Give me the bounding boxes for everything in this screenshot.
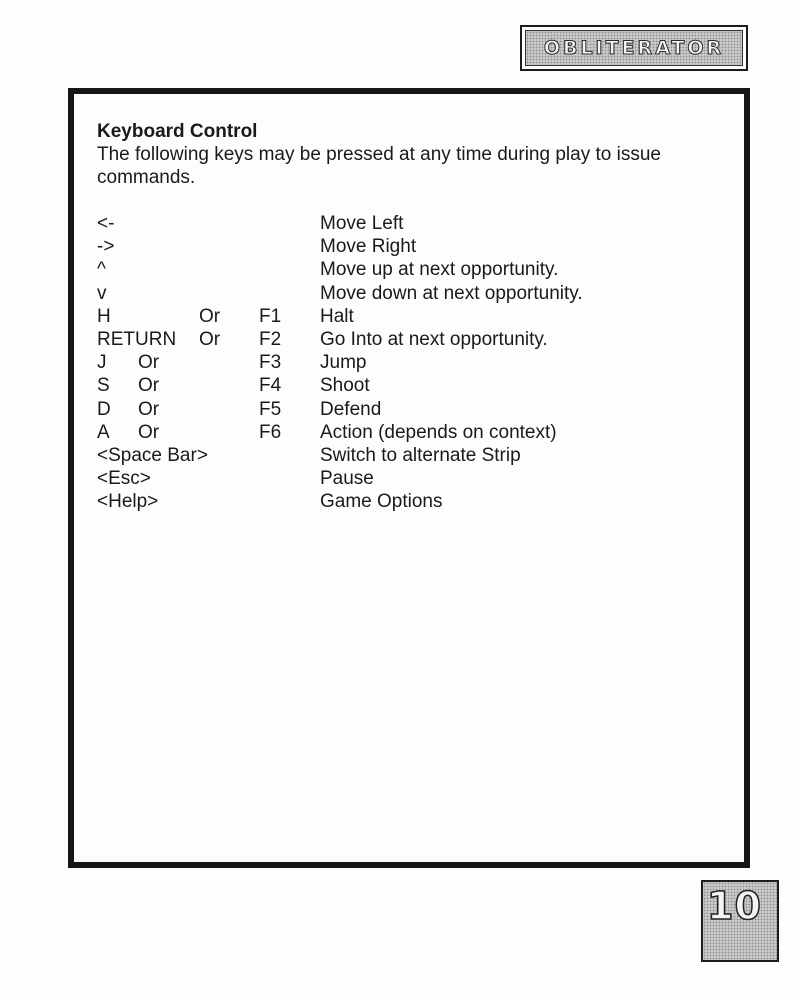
- key-action: Move down at next opportunity.: [320, 282, 583, 304]
- function-key: F2: [259, 328, 282, 350]
- function-key: F1: [259, 305, 282, 327]
- key-row: [97, 235, 724, 258]
- key-action: Move Left: [320, 213, 404, 234]
- key-row: [97, 282, 724, 305]
- function-key: F3: [259, 352, 282, 374]
- key-action: Defend: [320, 398, 382, 420]
- function-key: F4: [259, 375, 282, 397]
- key-name: H: [97, 305, 111, 327]
- section-intro: The following keys may be pressed at any time during play to issue commands.: [97, 144, 661, 188]
- key-row: [97, 374, 724, 397]
- game-title: OBLITERATOR: [543, 37, 725, 59]
- key-row: [97, 351, 724, 374]
- key-action: Action (depends on context): [320, 421, 557, 443]
- key-action: Pause: [320, 468, 374, 490]
- or-label: Or: [138, 352, 160, 374]
- key-row: [97, 421, 724, 444]
- key-row: [97, 305, 724, 328]
- or-label: Or: [199, 305, 221, 327]
- key-name: RETURN: [97, 328, 177, 350]
- key-row: [97, 444, 724, 467]
- key-action: Move up at next opportunity.: [320, 259, 559, 281]
- key-name: <Esc>: [97, 468, 151, 490]
- page-number-box: [701, 880, 779, 962]
- key-row: [97, 490, 724, 513]
- key-row: [97, 467, 724, 490]
- key-action: Halt: [320, 305, 354, 327]
- key-action: Switch to alternate Strip: [320, 444, 521, 466]
- key-name: J: [97, 352, 107, 374]
- function-key: F5: [259, 398, 282, 420]
- or-label: Or: [138, 375, 160, 397]
- key-row: [97, 328, 724, 351]
- function-key: F6: [259, 421, 282, 443]
- keyboard-control-section: [97, 120, 724, 513]
- key-name: <-: [97, 213, 115, 234]
- key-row: [97, 398, 724, 421]
- key-name: <Space Bar>: [97, 444, 208, 466]
- header-banner-inner: [525, 30, 743, 66]
- key-name: S: [97, 375, 110, 397]
- key-name: ^: [97, 259, 106, 281]
- key-action: Jump: [320, 352, 367, 374]
- key-action: Shoot: [320, 375, 370, 397]
- or-label: Or: [138, 398, 160, 420]
- header-banner: [520, 25, 748, 71]
- key-row: [97, 258, 724, 281]
- key-name: A: [97, 421, 110, 443]
- key-action: Move Right: [320, 236, 417, 258]
- section-title: Keyboard Control: [97, 121, 258, 142]
- content-frame: [68, 88, 750, 868]
- or-label: Or: [199, 328, 221, 350]
- key-action: Game Options: [320, 491, 443, 513]
- key-name: ->: [97, 236, 115, 258]
- key-name: <Help>: [97, 491, 159, 513]
- key-row: [97, 212, 724, 235]
- key-table: [97, 212, 724, 513]
- page-number: 10: [707, 884, 762, 928]
- key-action: Go Into at next opportunity.: [320, 328, 548, 350]
- key-name: v: [97, 282, 107, 304]
- or-label: Or: [138, 421, 160, 443]
- key-name: D: [97, 398, 111, 420]
